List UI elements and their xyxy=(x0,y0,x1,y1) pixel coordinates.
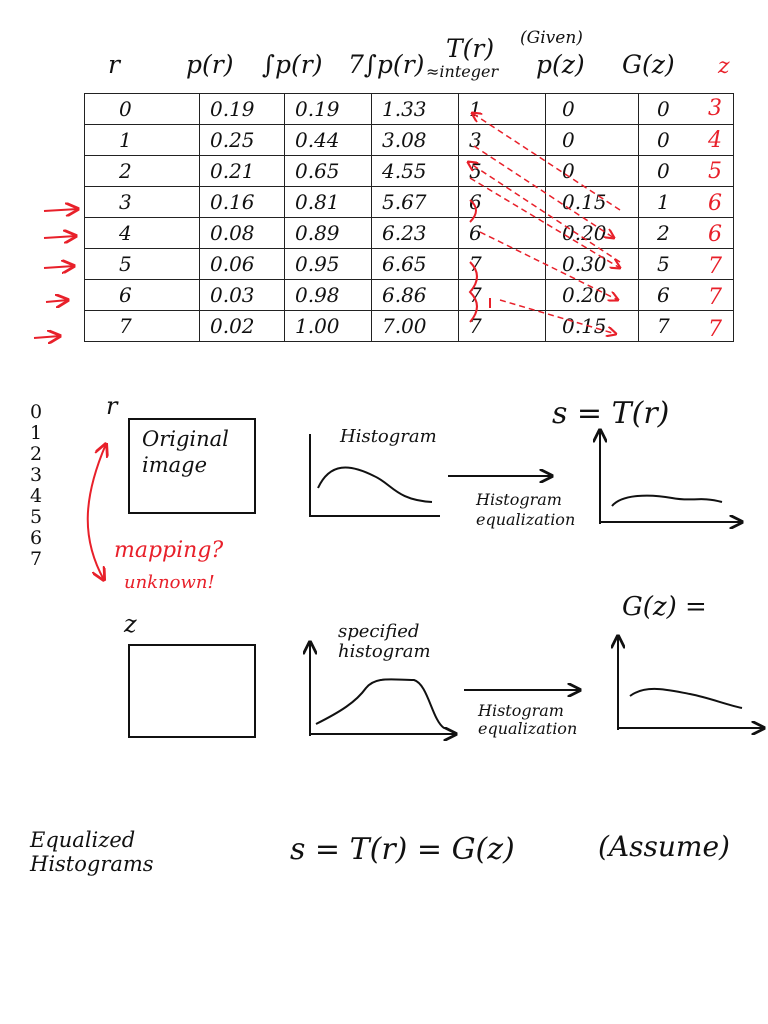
table-cell: 4.55 xyxy=(372,156,459,187)
table-cell: 2 xyxy=(85,156,200,187)
table-cell: 0.44 xyxy=(285,125,372,156)
table-cell: 6 xyxy=(639,280,734,311)
table-cell: 0.08 xyxy=(200,218,285,249)
brace-marks xyxy=(470,200,490,322)
table-cell: 0.25 xyxy=(200,125,285,156)
table-cell: 0.03 xyxy=(200,280,285,311)
table-cell: 0.15 xyxy=(546,311,639,342)
table-cell: 3 xyxy=(459,125,546,156)
table-cell: 0.81 xyxy=(285,187,372,218)
table-cell: 0.19 xyxy=(285,94,372,125)
table-cell: 0 xyxy=(639,125,734,156)
table-cell: 0.98 xyxy=(285,280,372,311)
table-cell: 1 xyxy=(459,94,546,125)
r-label: r xyxy=(106,392,118,420)
table-cell: 7.00 xyxy=(372,311,459,342)
table-cell: 0.30 xyxy=(546,249,639,280)
histogram-equalization-label-2: Histogram equalization xyxy=(478,701,578,738)
table-cell: 0.21 xyxy=(200,156,285,187)
table-cell: 0.89 xyxy=(285,218,372,249)
header-pz: p(z) xyxy=(536,50,585,79)
z-value: 6 xyxy=(708,222,722,247)
table-cell: 0 xyxy=(546,94,639,125)
table-cell: 3 xyxy=(85,187,200,218)
table-cell: 0.06 xyxy=(200,249,285,280)
table-cell: 0 xyxy=(85,94,200,125)
table-cell: 0.15 xyxy=(546,187,639,218)
table-cell: 7 xyxy=(639,311,734,342)
equalized-histogram-1-plot xyxy=(600,430,742,524)
table-cell: 7 xyxy=(85,311,200,342)
z-image-box xyxy=(128,644,256,738)
gz-equals: G(z) = xyxy=(622,592,707,622)
table-cell: 5 xyxy=(85,249,200,280)
header-scaled-cumsum: 7∫p(r) xyxy=(348,50,425,79)
header-tr: T(r) xyxy=(446,34,495,63)
table-cell: 6 xyxy=(85,280,200,311)
table-cell: 0 xyxy=(546,125,639,156)
table-cell: 0.95 xyxy=(285,249,372,280)
specified-histogram-label: specified histogram xyxy=(338,621,431,662)
z-value: 5 xyxy=(708,159,722,184)
header-gz: G(z) xyxy=(622,50,675,79)
header-r: r xyxy=(108,50,120,79)
z-value: 6 xyxy=(708,190,722,216)
table-cell: 6.23 xyxy=(372,218,459,249)
table-cell: 7 xyxy=(459,249,546,280)
row-pointer-arrows xyxy=(34,209,78,338)
gray-level: 0 xyxy=(30,401,43,423)
gray-level: 3 xyxy=(30,464,43,486)
gray-level-list xyxy=(30,402,42,570)
table-cell: 1 xyxy=(85,125,200,156)
table-cell: 3.08 xyxy=(372,125,459,156)
table-cell: 0.20 xyxy=(546,218,639,249)
header-z: z xyxy=(718,54,730,79)
table-cell: 6 xyxy=(459,187,546,218)
header-tr-note: ≈integer xyxy=(426,62,499,81)
assume-label: (Assume) xyxy=(598,830,730,863)
equality-formula: s = T(r) = G(z) xyxy=(290,832,515,867)
table-cell: 6 xyxy=(459,218,546,249)
gray-level: 2 xyxy=(30,443,43,465)
header-pr: p(r) xyxy=(186,50,234,79)
table-cell: 0.19 xyxy=(200,94,285,125)
original-image-label: Original image xyxy=(142,427,229,477)
z-value: 7 xyxy=(708,316,722,342)
table-cell: 0.20 xyxy=(546,280,639,311)
table-cell: 0.02 xyxy=(200,311,285,342)
table-cell: 0.65 xyxy=(285,156,372,187)
table-cell: 6.65 xyxy=(372,249,459,280)
table-cell: 1 xyxy=(639,187,734,218)
z-label: z xyxy=(124,610,137,638)
gray-level: 4 xyxy=(30,485,43,507)
table-cell: 1.33 xyxy=(372,94,459,125)
table-cell: 0.16 xyxy=(200,187,285,218)
z-value: 4 xyxy=(708,127,722,153)
mapping-double-arrow xyxy=(88,444,106,580)
table-cell: 7 xyxy=(459,311,546,342)
gray-level: 6 xyxy=(30,527,43,549)
table-cell: 5 xyxy=(639,249,734,280)
table-cell: 5.67 xyxy=(372,187,459,218)
unknown-label: unknown! xyxy=(124,572,215,593)
z-value: 7 xyxy=(708,253,722,279)
table-cell: 1.00 xyxy=(285,311,372,342)
equalized-histograms-label: Equalized Histograms xyxy=(30,828,154,876)
table-cell: 4 xyxy=(85,218,200,249)
z-value: 3 xyxy=(708,96,722,121)
equalized-histogram-2-plot xyxy=(618,636,764,730)
header-cumsum: ∫p(r) xyxy=(262,50,323,79)
header-pz-note: (Given) xyxy=(520,28,583,48)
z-value: 7 xyxy=(708,285,722,310)
table-cell: 0 xyxy=(639,94,734,125)
gray-level: 1 xyxy=(30,422,43,444)
histogram-equalization-label: Histogram equalization xyxy=(476,490,576,529)
s-equals-tr: s = T(r) xyxy=(552,396,670,431)
gray-level: 7 xyxy=(30,548,43,570)
table-cell: 6.86 xyxy=(372,280,459,311)
gray-level: 5 xyxy=(30,506,43,528)
table-cell: 5 xyxy=(459,156,546,187)
table-cell: 7 xyxy=(459,280,546,311)
table-cell: 0 xyxy=(639,156,734,187)
table-cell: 2 xyxy=(639,218,734,249)
histogram-label: Histogram xyxy=(340,426,437,447)
mapping-label: mapping? xyxy=(114,538,224,563)
table-cell: 0 xyxy=(546,156,639,187)
